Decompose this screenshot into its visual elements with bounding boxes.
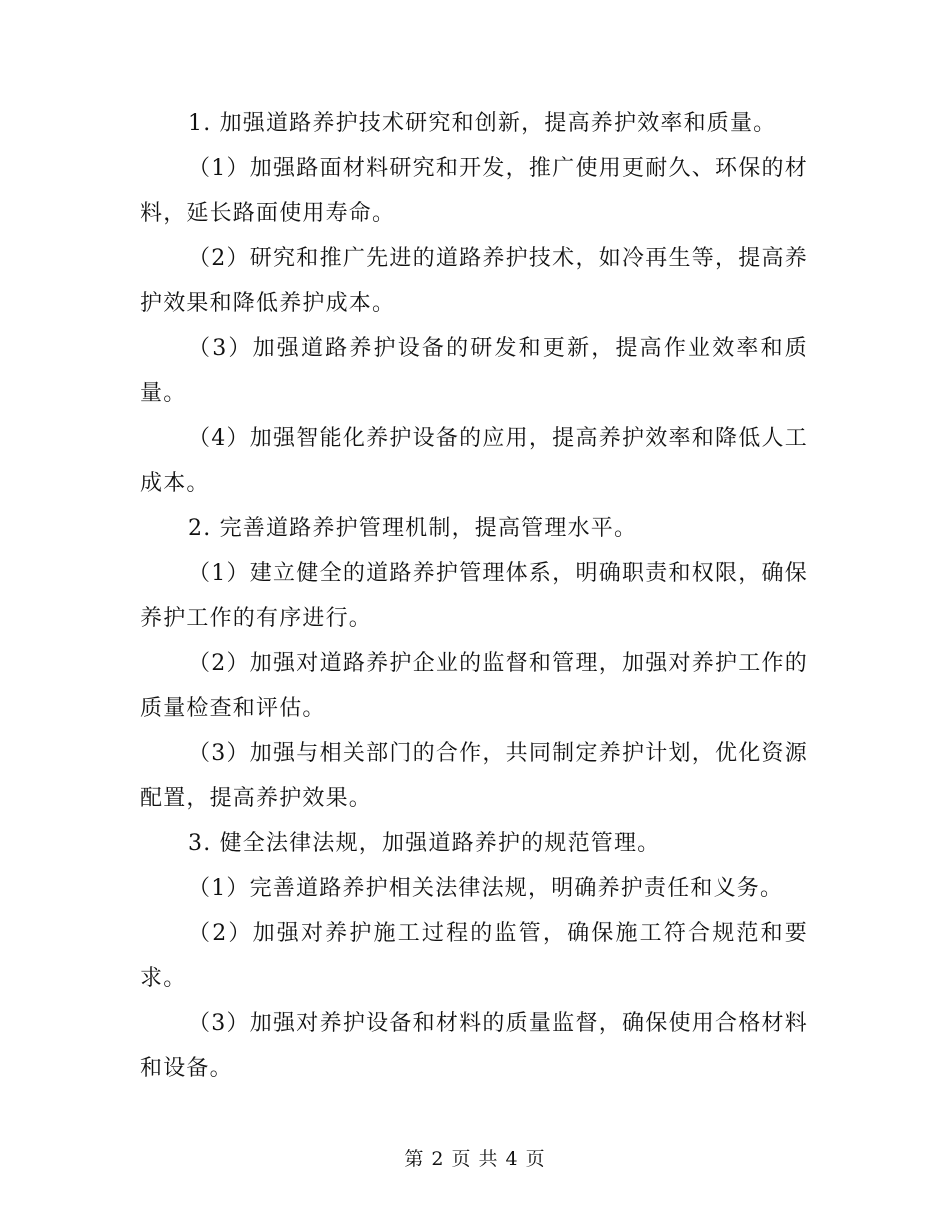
document-body: [140, 101, 808, 1091]
paragraph-heading-1: 1. 加强道路养护技术研究和创新，提高养护效率和质量。: [188, 111, 777, 136]
paragraph-item-1-3: （3）加强道路养护设备的研发和更新，提高作业效率和质量。: [140, 336, 808, 406]
page-number-footer: 第 2 页 共 4 页: [404, 1148, 546, 1170]
paragraph-item-2-3: （3）加强与相关部门的合作，共同制定养护计划，优化资源配置，提高养护效果。: [140, 741, 808, 811]
paragraph-item-3-2: （2）加强对养护施工过程的监管，确保施工符合规范和要求。: [140, 921, 808, 991]
paragraph-item-3-1: （1）完善道路养护相关法律法规，明确养护责任和义务。: [188, 876, 784, 901]
paragraph-item-2-2: （2）加强对道路养护企业的监督和管理，加强对养护工作的质量检查和评估。: [140, 651, 808, 721]
paragraph-item-1-4: （4）加强智能化养护设备的应用，提高养护效率和降低人工成本。: [140, 426, 808, 496]
paragraph-item-2-1: （1）建立健全的道路养护管理体系，明确职责和权限，确保养护工作的有序进行。: [140, 561, 808, 631]
paragraph-heading-3: 3. 健全法律法规，加强道路养护的规范管理。: [188, 831, 661, 856]
paragraph-item-3-3: （3）加强对养护设备和材料的质量监督，确保使用合格材料和设备。: [140, 1011, 808, 1081]
paragraph-item-1-1: （1）加强路面材料研究和开发，推广使用更耐久、环保的材料，延长路面使用寿命。: [140, 156, 808, 226]
paragraph-item-1-2: （2）研究和推广先进的道路养护技术，如冷再生等，提高养护效果和降低养护成本。: [140, 246, 808, 316]
paragraph-heading-2: 2. 完善道路养护管理机制，提高管理水平。: [188, 516, 638, 541]
